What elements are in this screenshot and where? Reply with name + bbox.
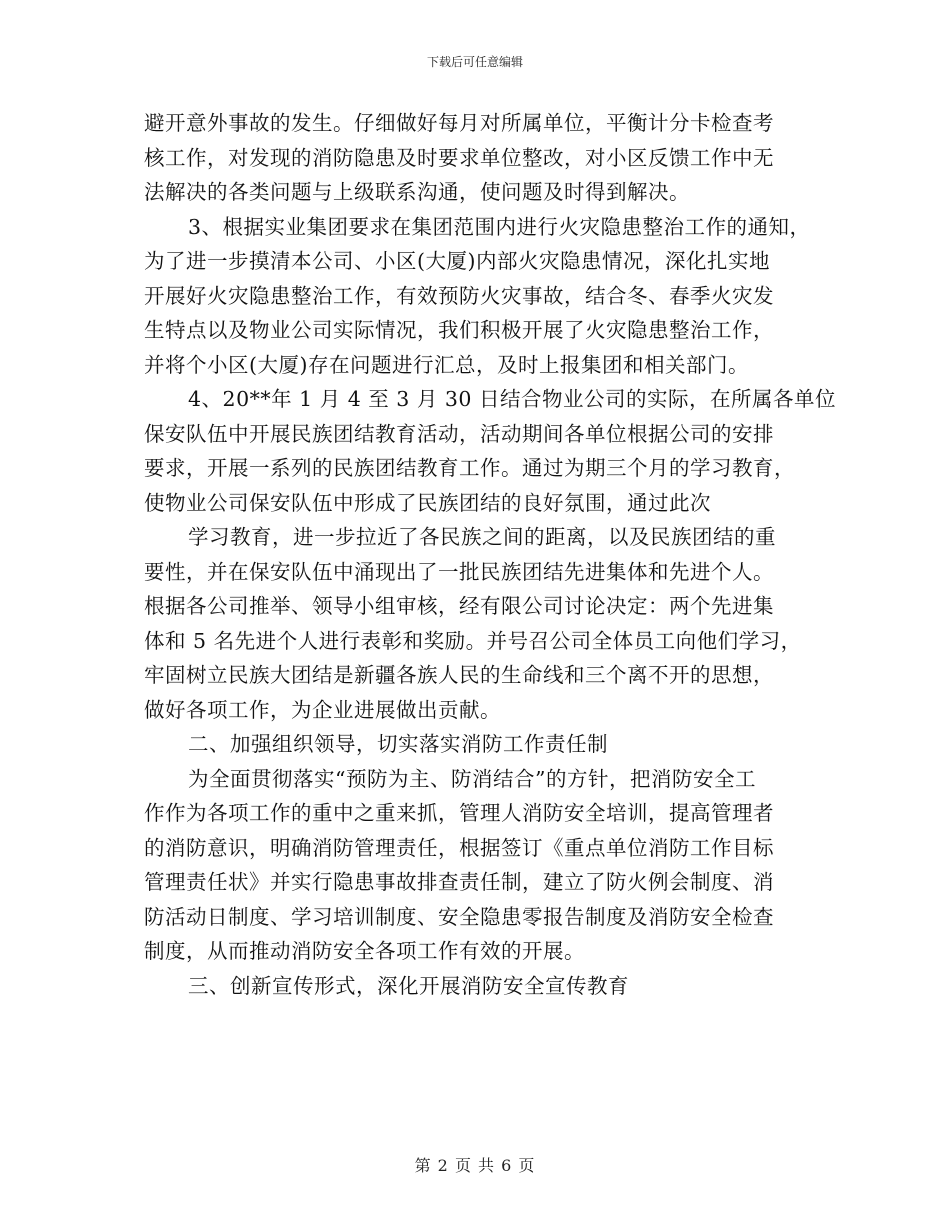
text-line: 并将个小区(大厦)存在问题进行汇总，及时上报集团和相关部门。 (144, 352, 749, 377)
text-line: 3、根据实业集团要求在集团范围内进行火灾隐患整治工作的通知， (188, 214, 811, 239)
text-line: 为了进一步摸清本公司、小区(大厦)内部火灾隐患情况，深化扎实地 (144, 249, 770, 273)
text-line: 做好各项工作，为企业进展做出贡献。 (144, 697, 501, 722)
text-line: 使物业公司保安队伍中形成了民族团结的良好氛围，通过此次 (144, 490, 711, 515)
document-body (144, 106, 836, 1003)
text-line: 为全面贯彻落实“预防为主、防消结合”的方针，把消防安全工 (188, 766, 756, 791)
text-line: 的消防意识，明确消防管理责任，根据签订《重点单位消防工作目标 (144, 835, 774, 860)
text-line: 学习教育，进一步拉近了各民族之间的距离，以及民族团结的重 (188, 525, 776, 549)
text-line: 管理责任状》并实行隐患事故排查责任制，建立了防火例会制度、消 (144, 870, 774, 894)
text-line: 4、20**年 1 月 4 至 3 月 30 日结合物业公司的实际，在所属各单位 (188, 387, 836, 411)
text-line: 保安队伍中开展民族团结教育活动，活动期间各单位根据公司的安排 (144, 421, 774, 446)
text-line: 牢固树立民族大团结是新疆各族人民的生命线和三个离不开的思想， (144, 663, 774, 687)
text-line: 防活动日制度、学习培训制度、安全隐患零报告制度及消防安全检查 (144, 904, 774, 929)
page-footer: 第 2 页 共 6 页 (414, 1156, 536, 1175)
text-line: 避开意外事故的发生。仔细做好每月对所属单位，平衡计分卡检查考 (144, 111, 774, 135)
text-line: 核工作，对发现的消防隐患及时要求单位整改，对小区反馈工作中无 (144, 145, 774, 170)
text-line: 开展好火灾隐患整治工作，有效预防火灾事故，结合冬、春季火灾发 (144, 283, 774, 308)
text-line: 三、创新宣传形式，深化开展消防安全宣传教育 (188, 973, 629, 998)
text-line: 要性，并在保安队伍中涌现出了一批民族团结先进集体和先进个人。 (144, 559, 774, 584)
text-line: 法解决的各类问题与上级联系沟通，使问题及时得到解决。 (144, 180, 690, 204)
text-line: 作作为各项工作的重中之重来抓，管理人消防安全培训，提高管理者 (144, 801, 774, 825)
text-line: 生特点以及物业公司实际情况，我们积极开展了火灾隐患整治工作， (144, 318, 774, 342)
text-line: 体和 5 名先进个人进行表彰和奖励。并号召公司全体员工向他们学习， (144, 628, 802, 653)
text-line: 制度，从而推动消防安全各项工作有效的开展。 (144, 939, 585, 963)
text-line: 根据各公司推举、领导小组审核，经有限公司讨论决定：两个先进集 (144, 594, 774, 618)
text-line: 二、加强组织领导，切实落实消防工作责任制 (188, 732, 608, 756)
header-note: 下载后可任意编辑 (426, 55, 523, 69)
text-line: 要求，开展一系列的民族团结教育工作。通过为期三个月的学习教育， (144, 456, 795, 480)
